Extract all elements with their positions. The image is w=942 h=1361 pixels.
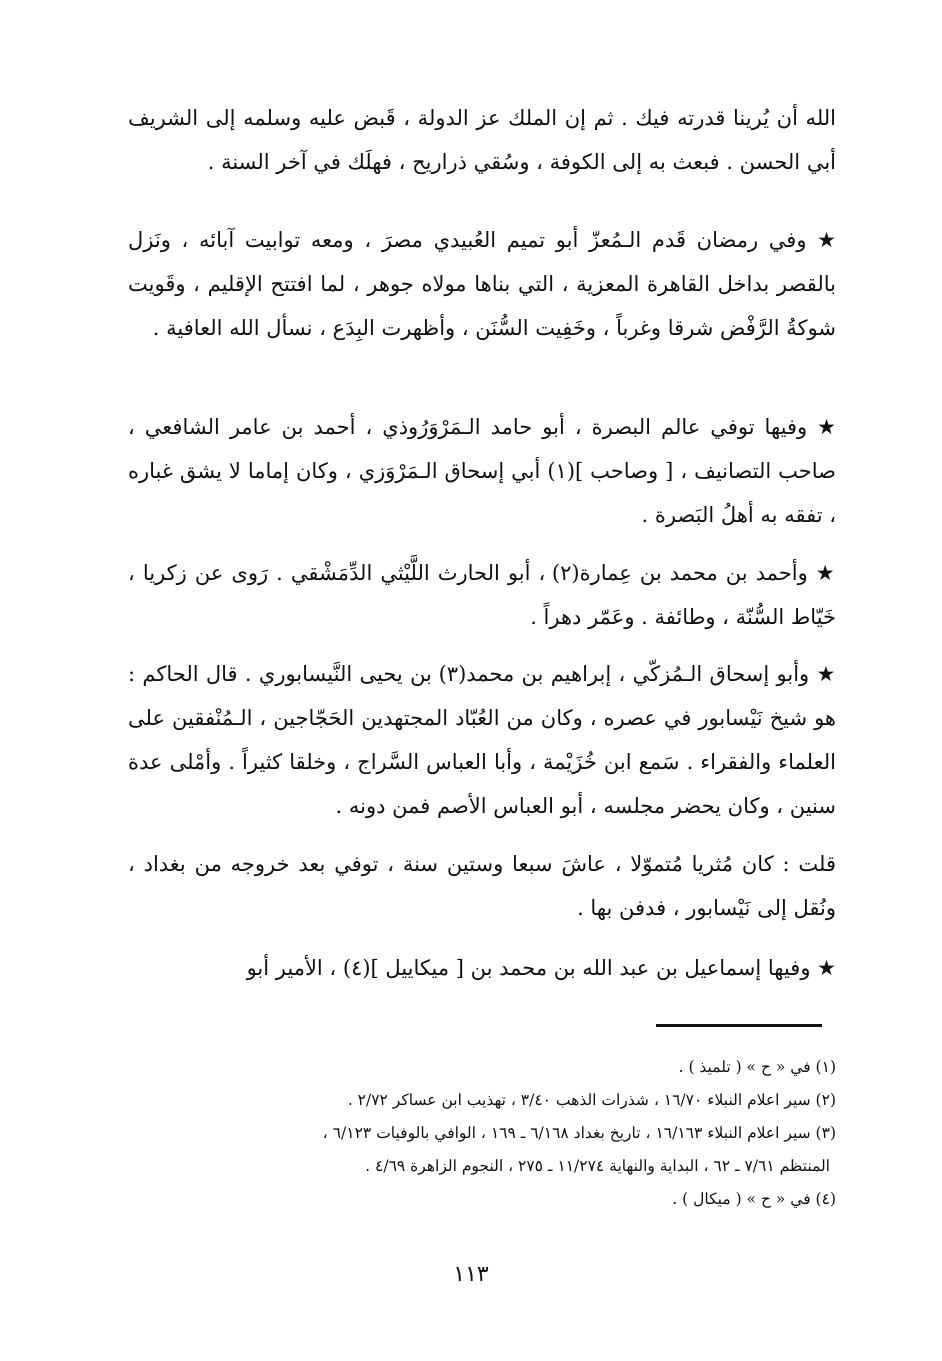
paragraph-marwarrudhi: ★ وفيها توفي عالم البصرة ، أبو حامد الـمَرْوَرُوذي ، أحمد بن عامر الشافعي ، صاحب التصانيف ، [ وصاحب ](١) أبي إسحاق الـمَرْوَزي ، وكان إماما لا يشق غباره ، تفقه به أهلُ البَصرة . [128, 415, 836, 527]
footnote-2: (٢) سير اعلام النبلاء ١٦/٧٠ ، شذرات الذهب ٣/٤٠ ، تهذيب ابن عساكر ٢/٧٢ . [347, 1091, 836, 1109]
footnote-separator [656, 1024, 822, 1027]
footnotes [128, 1051, 836, 1216]
paragraph-ahmad-ibn-imara: ★ وأحمد بن محمد بن عِمارة(٢) ، أبو الحارث اللَّيْثي الدِّمَشْقي . رَوى عن زكريا ، خَيّاط السُّنّة ، وطائفة . وعَمّر دهراً . [128, 561, 836, 629]
paragraph-continuation: الله أن يُرينا قدرته فيك . ثم إن الملك عز الدولة ، قَبض عليه وسلمه إلى الشريف أبي الحسن . فبعث به إلى الكوفة ، وسُقي ذراريح ، فهلَك في آخر السنة . [128, 106, 836, 174]
footnote-4: (٤) في « ح » ( ميكال ) . [672, 1190, 836, 1208]
paragraph-author-remark: قلت : كان مُثريا مُتموّلا ، عاشَ سبعا وستين سنة ، توفي بعد خروجه من بغداد ، ونُقل إلى نَيْسابور ، فدفن بها . [128, 852, 836, 920]
footnote-3: (٣) سير اعلام النبلاء ١٦/١٦٣ ، تاريخ بغداد ٦/١٦٨ ـ ١٦٩ ، الوافي بالوفيات ٦/١٢٣ ، [322, 1124, 836, 1142]
paragraph-abu-ishaq-muzakki: ★ وأبو إسحاق الـمُزكّي ، إبراهيم بن محمد(٣) بن يحيى النَّيسابوري . قال الحاكم : هو شيخ نَيْسابور في عصره ، وكان من العُبّاد المجتهدين الحَجّاجين ، الـمُنْفقين على العلماء والفقراء . سَمع ابن خُزَيْمة ، وأبا العباس السَّراج ، وخلقا كثيراً . وأمْلى عدة سنين ، وكان يحضر مجلسه ، أبو العباس الأصم فمن دونه . [128, 662, 836, 818]
footnote-3-continuation: المنتظم ٧/٦١ ـ ٦٢ ، البداية والنهاية ١١/٢٧٤ ـ ٢٧٥ ، النجوم الزاهرة ٤/٦٩ . [365, 1157, 830, 1175]
page-number: ١١٣ [453, 1262, 489, 1287]
paragraph-muizz-arrival: ★ وفي رمضان قَدم الـمُعزّ أبو تميم العُبيدي مصرَ ، ومعه توابيت آبائه ، ونَزل بالقصر بداخل القاهرة المعزية ، التي بناها مولاه جوهر ، لما افتتح الإقليم ، وقَويت شوكةُ الرَّفْض شرقا وغرباً ، وخَفِيت السُّنَن ، وأظهرت البِدَع ، نسأل الله العافية . [128, 228, 836, 340]
footnote-1: (١) في « ح » ( تلميذ ) . [678, 1058, 836, 1076]
paragraph-ismail-mikail: ★ وفيها إسماعيل بن عبد الله بن محمد بن [ ميكاييل ](٤) ، الأمير أبو [246, 956, 836, 980]
